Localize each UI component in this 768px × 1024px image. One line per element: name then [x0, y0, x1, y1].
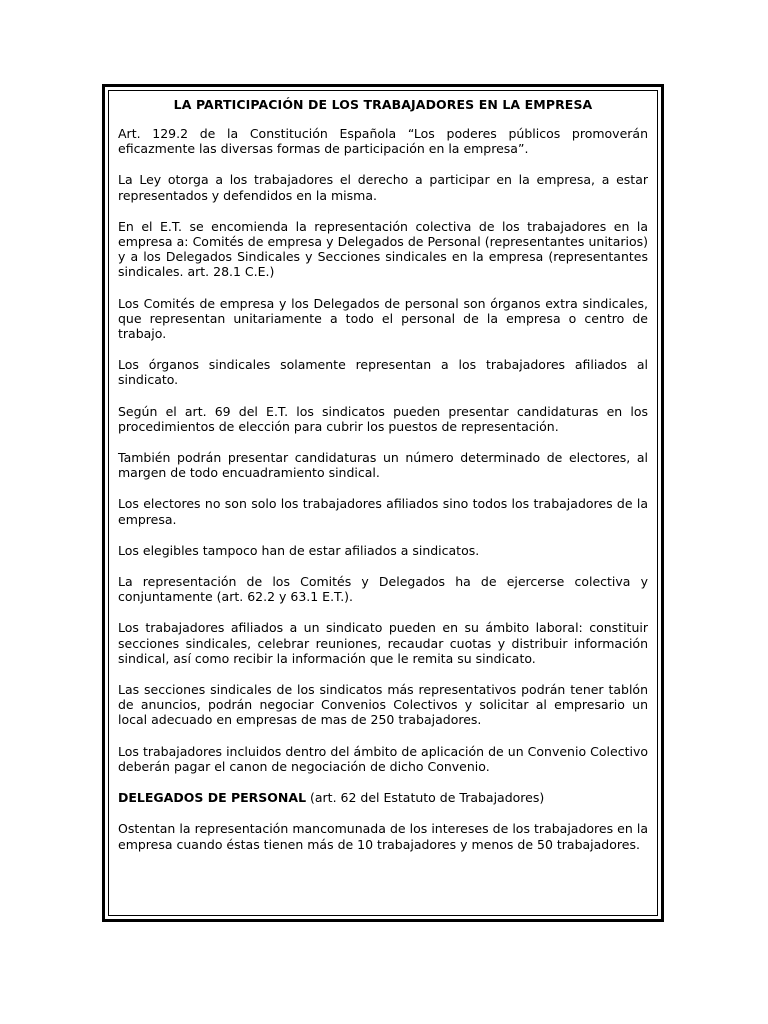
paragraph-ley: La Ley otorga a los trabajadores el derecho a participar en la empresa, a estar representados y defendidos en la misma.: [118, 172, 648, 203]
paragraph-organos-sindicales: Los órganos sindicales solamente representan a los trabajadores afiliados al sindicato.: [118, 357, 648, 388]
document-title: LA PARTICIPACIÓN DE LOS TRABAJADORES EN LA EMPRESA: [173, 97, 593, 112]
paragraph-representacion-colectiva: La representación de los Comités y Delegados ha de ejercerse colectiva y conjuntamente (art. 62.2 y 63.1 E.T.).: [118, 574, 648, 605]
delegados-heading: DELEGADOS DE PERSONAL: [118, 790, 307, 806]
paragraph-electores: Los electores no son solo los trabajadores afiliados sino todos los trabajadores de la empresa.: [118, 496, 648, 527]
paragraph-delegados: Ostentan la representación mancomunada de los intereses de los trabajadores en la empresa cuando éstas tienen más de 10 trabajadores y menos de 50 trabajadores.: [118, 821, 648, 852]
paragraph-afiliados: Los trabajadores afiliados a un sindicato pueden en su ámbito laboral: constituir secciones sindicales, celebrar reuniones, recaudar cuotas y distribuir información sindical, así como recibir la información que le remita su sindicato.: [118, 620, 648, 666]
paragraph-secciones: Las secciones sindicales de los sindicatos más representativos podrán tener tablón de anuncios, podrán negociar Convenios Colectivos y solicitar al empresario un local adecuado en empresas de mas de 250 trabajadores.: [118, 682, 648, 728]
document-inner-border: [108, 90, 658, 916]
delegados-heading-line: [118, 790, 648, 805]
paragraph-art-69: Según el art. 69 del E.T. los sindicatos pueden presentar candidaturas en los procedimientos de elección para cubrir los puestos de representación.: [118, 403, 648, 434]
document-outer-border: [102, 84, 664, 922]
delegados-note: (art. 62 del Estatuto de Trabajadores): [306, 790, 545, 806]
paragraph-comites: Los Comités de empresa y los Delegados de personal son órganos extra sindicales, que representan unitariamente a todo el personal de la empresa o centro de trabajo.: [118, 295, 648, 342]
paragraph-candidaturas: También podrán presentar candidaturas un número determinado de electores, al margen de todo encuadramiento sindical.: [118, 450, 648, 481]
paragraph-canon: Los trabajadores incluidos dentro del ámbito de aplicación de un Convenio Colectivo deberán pagar el canon de negociación de dicho Convenio.: [118, 743, 648, 774]
paragraph-et-representacion: En el E.T. se encomienda la representación colectiva de los trabajadores en la empresa a: Comités de empresa y Delegados de Personal (representantes unitarios) y a los Delegados Sindicales y Secciones sindicales en la empresa (representantes sindicales. art. 28.1 C.E.): [118, 218, 648, 280]
paragraph-constitution: Art. 129.2 de la Constitución Española “Los poderes públicos promoverán eficazmente las diversas formas de participación en la empresa”.: [118, 126, 648, 157]
paragraph-elegibles: Los elegibles tampoco han de estar afiliados a sindicatos.: [118, 542, 480, 558]
